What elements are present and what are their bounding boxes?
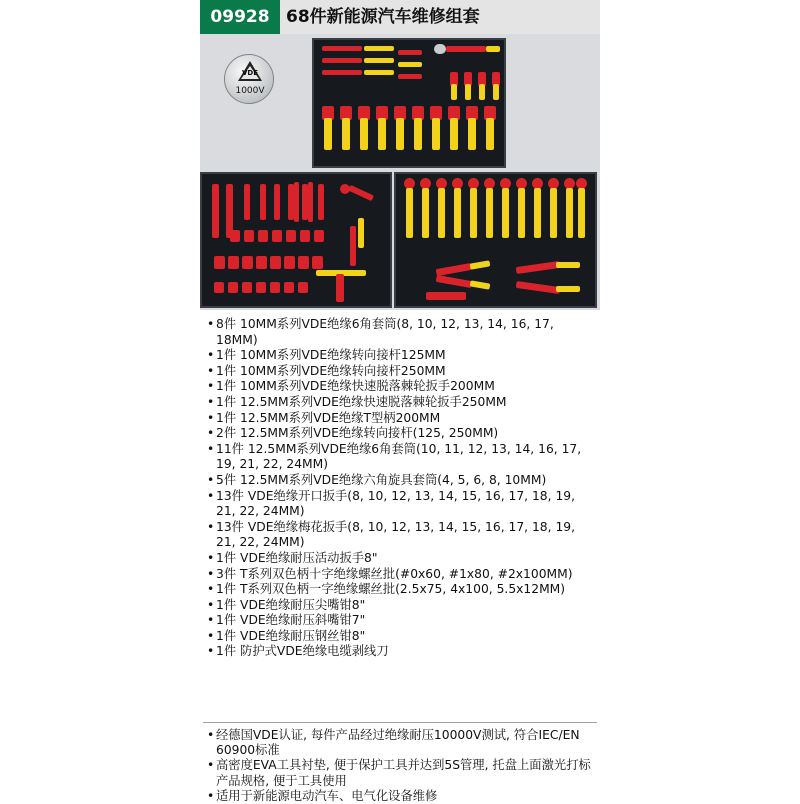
- contents-item-text: 1件 VDE绝缘耐压斜嘴钳7": [216, 613, 366, 628]
- open-end-wrench-handle: [360, 118, 368, 150]
- contents-item-text: 8件 10MM系列VDE绝缘6角套筒(8, 10, 12, 13, 14, 16, 17, 18MM): [216, 317, 554, 347]
- extension-bar: [294, 182, 299, 222]
- features-list: [207, 728, 596, 804]
- contents-item-text: 1件 VDE绝缘耐压尖嘴钳8": [216, 597, 366, 612]
- socket: [244, 230, 254, 242]
- wrench-handle: [493, 84, 499, 100]
- contents-item: [207, 628, 596, 645]
- bullet: •: [207, 410, 215, 425]
- open-end-wrench-handle: [324, 118, 332, 150]
- socket: [312, 256, 323, 269]
- contents-item-text: 11件 12.5MM系列VDE绝缘6角套筒(10, 11, 12, 13, 14, 16, 17, 19, 21, 22, 24MM): [216, 441, 582, 472]
- socket: [214, 256, 225, 269]
- screwdriver: [322, 46, 362, 51]
- ring-wrench-handle: [486, 188, 493, 238]
- socket: [270, 282, 280, 293]
- plier: [516, 281, 561, 294]
- socket: [228, 282, 238, 293]
- socket: [284, 282, 294, 293]
- ring-wrench-handle: [566, 188, 573, 238]
- contents-item: [207, 597, 596, 614]
- contents-item: [207, 394, 596, 411]
- socket: [230, 230, 240, 242]
- bullet: •: [207, 441, 215, 456]
- socket: [314, 230, 324, 242]
- contents-item-text: 1件 VDE绝缘耐压活动扳手8": [216, 550, 378, 565]
- hex-bit-socket: [318, 184, 324, 220]
- open-end-wrench-handle: [378, 118, 386, 150]
- socket: [256, 256, 267, 269]
- tray-wrenches-screwdrivers: [312, 38, 506, 168]
- socket: [270, 256, 281, 269]
- bullet: •: [207, 488, 215, 503]
- contents-item-text: 1件 10MM系列VDE绝缘转向接杆250MM: [216, 363, 446, 378]
- contents-item: [207, 519, 596, 551]
- contents-item: [207, 488, 596, 520]
- contents-item: [207, 426, 596, 442]
- contents-item: [207, 613, 596, 629]
- socket: [298, 282, 308, 293]
- feature-item: [207, 758, 596, 788]
- hex-bit-socket: [260, 184, 266, 220]
- contents-item: [207, 582, 596, 598]
- bullet: •: [207, 550, 215, 565]
- contents-item: [207, 379, 596, 395]
- extension-bar: [212, 184, 219, 238]
- bullet: •: [207, 644, 215, 659]
- adjustable-wrench: [434, 44, 446, 54]
- wrench-handle: [465, 84, 471, 100]
- wrench-handle: [451, 84, 457, 100]
- bullet: •: [207, 582, 215, 597]
- bullet: •: [207, 317, 215, 331]
- bullet: •: [207, 394, 215, 409]
- socket: [298, 256, 309, 269]
- contents-item-text: 13件 VDE绝缘开口扳手(8, 10, 12, 13, 14, 15, 16, 17, 18, 19, 21, 22, 24MM): [216, 488, 575, 519]
- product-code: 09928: [200, 0, 280, 34]
- bullet: •: [207, 728, 215, 742]
- tray-ring-wrenches-pliers: [394, 172, 597, 308]
- badge-vde-label: VDE: [241, 69, 258, 77]
- contents-list: [207, 317, 596, 660]
- bullet: •: [207, 597, 215, 612]
- ring-wrench-handle: [502, 188, 509, 238]
- socket: [214, 282, 224, 293]
- socket: [242, 256, 253, 269]
- contents-item: [207, 566, 596, 583]
- wrench-handle: [479, 84, 485, 100]
- contents-item: [207, 441, 596, 473]
- bullet: •: [207, 519, 215, 534]
- socket: [256, 282, 266, 293]
- feature-item: [207, 728, 596, 758]
- socket: [258, 230, 268, 242]
- socket: [272, 230, 282, 242]
- feature-item-text: 高密度EVA工具衬垫, 便于保护工具并达到5S管理, 托盘上面激光打标产品规格, 便于工具使用: [216, 758, 591, 788]
- bullet: •: [207, 788, 215, 803]
- cable-knife: [426, 292, 466, 300]
- bullet: •: [207, 758, 215, 773]
- bullet: •: [207, 379, 215, 394]
- ring-wrench-handle: [550, 188, 557, 238]
- open-end-wrench-handle: [342, 118, 350, 150]
- contents-item-text: 1件 12.5MM系列VDE绝缘快速脱落棘轮扳手250MM: [216, 394, 507, 409]
- contents-item-text: 1件 10MM系列VDE绝缘转向接杆125MM: [216, 348, 446, 363]
- hex-bit-socket: [244, 184, 250, 220]
- socket: [228, 256, 239, 269]
- contents-item: [207, 317, 596, 348]
- open-end-wrench-handle: [396, 118, 404, 150]
- contents-item-text: 3件 T系列双色柄十字绝缘螺丝批(#0x60, #1x80, #2x100MM): [216, 566, 573, 581]
- open-end-wrench-handle: [450, 118, 458, 150]
- contents-item-text: 1件 10MM系列VDE绝缘快速脱落棘轮扳手200MM: [216, 379, 495, 394]
- feature-item: [207, 788, 596, 804]
- open-end-wrench-handle: [468, 118, 476, 150]
- feature-item-text: 经德国VDE认证, 每件产品经过绝缘耐压10000V测试, 符合IEC/EN 60900标准: [216, 728, 580, 758]
- ring-wrench-handle: [470, 188, 477, 238]
- ring-wrench-handle: [454, 188, 461, 238]
- contents-item-text: 5件 12.5MM系列VDE绝缘六角旋具套筒(4, 5, 6, 8, 10MM): [216, 472, 547, 487]
- section-divider: [203, 722, 597, 723]
- contents-item-text: 1件 防护式VDE绝缘电缆剥线刀: [216, 644, 389, 659]
- screwdriver: [322, 70, 362, 75]
- product-title: 68件新能源汽车维修组套: [286, 7, 480, 27]
- contents-item-text: 2件 12.5MM系列VDE绝缘转向接杆(125, 250MM): [216, 426, 499, 441]
- vde-certification-badge: [224, 54, 274, 104]
- contents-item: [207, 348, 596, 364]
- contents-item: [207, 472, 596, 489]
- contents-item: [207, 644, 596, 660]
- feature-item-text: 适用于新能源电动汽车、电气化设备维修: [216, 788, 438, 803]
- bullet: •: [207, 472, 215, 487]
- badge-voltage-label: 1000V: [235, 86, 265, 96]
- contents-item: [207, 363, 596, 380]
- socket: [300, 230, 310, 242]
- bullet: •: [207, 613, 215, 628]
- bullet: •: [207, 363, 215, 378]
- open-end-wrench-handle: [486, 118, 494, 150]
- tray-sockets: [200, 172, 392, 308]
- ring-wrench-handle: [438, 188, 445, 238]
- contents-item-text: 13件 VDE绝缘梅花扳手(8, 10, 12, 13, 14, 15, 16, 17, 18, 19, 21, 22, 24MM): [216, 519, 575, 550]
- ring-wrench-handle: [534, 188, 541, 238]
- socket: [284, 256, 295, 269]
- bullet: •: [207, 628, 215, 643]
- ring-wrench-handle: [578, 188, 585, 238]
- hex-bit-socket: [274, 184, 280, 220]
- bullet: •: [207, 426, 215, 441]
- bullet: •: [207, 566, 215, 581]
- contents-item-text: 1件 VDE绝缘耐压钢丝钳8": [216, 628, 366, 643]
- ring-wrench-handle: [518, 188, 525, 238]
- contents-item: [207, 550, 596, 567]
- contents-item-text: 1件 12.5MM系列VDE绝缘T型柄200MM: [216, 410, 441, 425]
- open-end-wrench-handle: [414, 118, 422, 150]
- plier: [516, 261, 561, 274]
- extension-bar: [308, 182, 313, 222]
- contents-item-text: 1件 T系列双色柄一字绝缘螺丝批(2.5x75, 4x100, 5.5x12MM): [216, 582, 566, 597]
- socket: [242, 282, 252, 293]
- plier: [436, 263, 473, 276]
- bullet: •: [207, 348, 215, 363]
- contents-item: [207, 410, 596, 427]
- open-end-wrench-handle: [432, 118, 440, 150]
- ring-wrench-handle: [422, 188, 429, 238]
- screwdriver: [322, 58, 362, 63]
- ring-wrench-handle: [406, 188, 413, 238]
- socket: [286, 230, 296, 242]
